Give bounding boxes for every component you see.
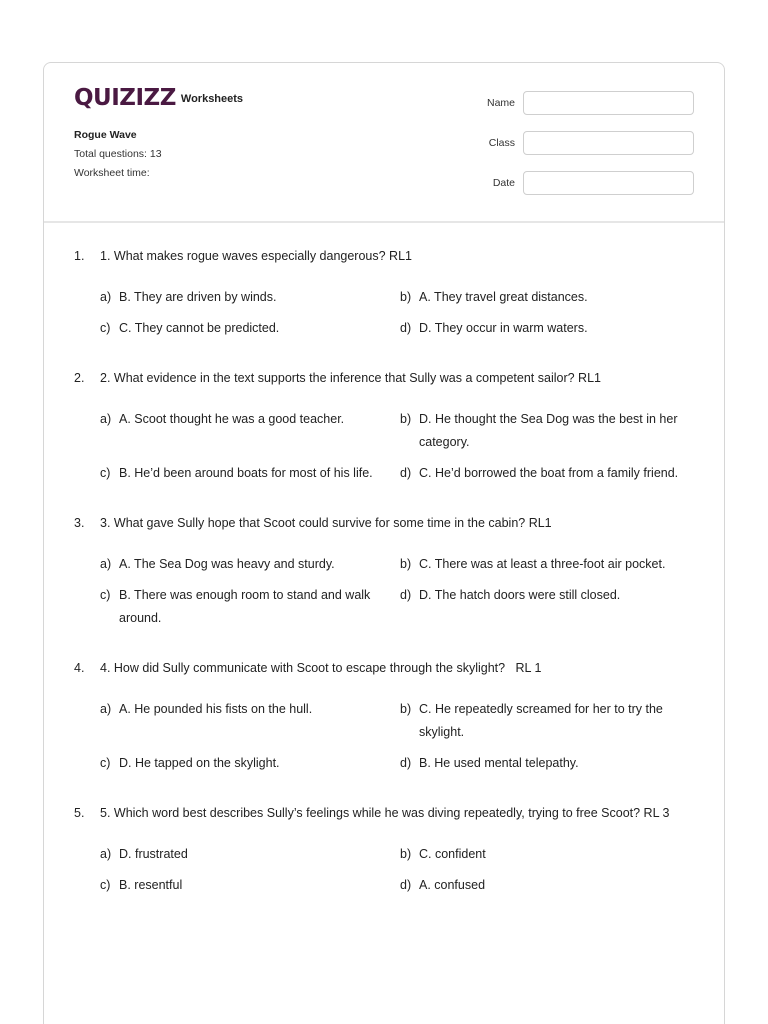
option-letter: d) xyxy=(400,588,412,602)
option-text: A. confused xyxy=(419,878,486,892)
option-letter: a) xyxy=(100,290,112,304)
option-letter: b) xyxy=(400,557,412,571)
option-letter: d) xyxy=(400,466,412,480)
question-stem xyxy=(74,805,704,821)
answer-option[interactable] xyxy=(100,553,400,576)
answer-options xyxy=(74,408,704,485)
option-text: D. He tapped on the skylight. xyxy=(119,756,280,770)
option-text: B. They are driven by winds. xyxy=(119,290,277,304)
question-text: 2. What evidence in the text supports the inference that Sully was a competent sailor? RL1 xyxy=(100,371,601,385)
answer-option[interactable] xyxy=(100,752,400,775)
question-stem xyxy=(74,515,704,531)
question-number: 3. xyxy=(74,516,85,530)
question-list xyxy=(74,248,704,927)
option-text: C. He repeatedly screamed for her to try the skylight. xyxy=(419,702,663,739)
option-letter: c) xyxy=(100,878,111,892)
answer-option[interactable] xyxy=(400,462,700,485)
option-text: A. Scoot thought he was a good teacher. xyxy=(119,412,345,426)
answer-option[interactable] xyxy=(400,408,700,454)
option-letter: a) xyxy=(100,412,112,426)
option-text: B. He’d been around boats for most of his life. xyxy=(119,466,373,480)
answer-options xyxy=(74,698,704,775)
option-text: D. The hatch doors were still closed. xyxy=(419,588,621,602)
option-text: D. They occur in warm waters. xyxy=(419,321,588,335)
question xyxy=(74,805,704,897)
class-field[interactable] xyxy=(523,131,694,155)
option-text: A. He pounded his fists on the hull. xyxy=(119,702,313,716)
answer-options xyxy=(74,553,704,630)
option-text: A. The Sea Dog was heavy and sturdy. xyxy=(119,557,335,571)
option-letter: d) xyxy=(400,878,412,892)
answer-option[interactable] xyxy=(100,408,400,454)
option-letter: b) xyxy=(400,290,412,304)
class-label: Class xyxy=(488,137,515,149)
name-label: Name xyxy=(486,97,515,109)
option-letter: b) xyxy=(400,412,412,426)
option-letter: d) xyxy=(400,321,412,335)
option-text: B. resentful xyxy=(119,878,183,892)
option-text: B. There was enough room to stand and walk around. xyxy=(119,588,371,625)
total-questions: Total questions: 13 xyxy=(74,148,162,160)
option-letter: b) xyxy=(400,702,412,716)
answer-option[interactable] xyxy=(100,286,400,309)
quizizz-logo: QUIZIZZ xyxy=(74,85,176,111)
answer-option[interactable] xyxy=(400,752,700,775)
answer-option[interactable] xyxy=(100,874,400,897)
worksheet-header xyxy=(44,63,724,223)
option-text: D. He thought the Sea Dog was the best in her category. xyxy=(419,412,678,449)
answer-option[interactable] xyxy=(100,843,400,866)
option-letter: b) xyxy=(400,847,412,861)
answer-option[interactable] xyxy=(100,584,400,630)
date-label: Date xyxy=(492,177,515,189)
brand xyxy=(74,85,243,111)
answer-option[interactable] xyxy=(400,843,700,866)
option-text: C. They cannot be predicted. xyxy=(119,321,280,335)
question-text: 1. What makes rogue waves especially dangerous? RL1 xyxy=(100,249,412,263)
answer-option[interactable] xyxy=(400,874,700,897)
option-letter: c) xyxy=(100,466,111,480)
answer-option[interactable] xyxy=(400,698,700,744)
option-text: B. He used mental telepathy. xyxy=(419,756,579,770)
option-letter: d) xyxy=(400,756,412,770)
option-letter: a) xyxy=(100,557,112,571)
option-letter: c) xyxy=(100,588,111,602)
question-text: 5. Which word best describes Sully’s feelings while he was diving repeatedly, trying to free Scoot? RL 3 xyxy=(100,806,670,820)
answer-options xyxy=(74,843,704,897)
student-fields xyxy=(474,91,694,211)
class-field-row xyxy=(474,131,694,155)
option-text: A. They travel great distances. xyxy=(419,290,588,304)
answer-option[interactable] xyxy=(100,462,400,485)
worksheet-page xyxy=(43,62,725,1024)
answer-option[interactable] xyxy=(400,317,700,340)
question-text: 3. What gave Sully hope that Scoot could survive for some time in the cabin? RL1 xyxy=(100,516,552,530)
worksheet-time: Worksheet time: xyxy=(74,167,150,179)
question-stem xyxy=(74,660,704,676)
worksheet-title: Rogue Wave xyxy=(74,129,137,141)
option-letter: a) xyxy=(100,847,112,861)
name-field-row xyxy=(474,91,694,115)
question-text: 4. How did Sully communicate with Scoot to escape through the skylight? RL 1 xyxy=(100,661,542,675)
question xyxy=(74,248,704,340)
option-letter: c) xyxy=(100,756,111,770)
date-field[interactable] xyxy=(523,171,694,195)
answer-option[interactable] xyxy=(100,698,400,744)
name-field[interactable] xyxy=(523,91,694,115)
question xyxy=(74,660,704,775)
question-number: 4. xyxy=(74,661,85,675)
option-text: C. There was at least a three-foot air pocket. xyxy=(419,557,666,571)
answer-option[interactable] xyxy=(400,584,700,630)
brand-subtitle: Worksheets xyxy=(180,93,244,105)
option-letter: c) xyxy=(100,321,111,335)
answer-options xyxy=(74,286,704,340)
question-stem xyxy=(74,248,704,264)
question-number: 2. xyxy=(74,371,85,385)
option-text: D. frustrated xyxy=(119,847,188,861)
question-number: 5. xyxy=(74,806,85,820)
question-stem xyxy=(74,370,704,386)
option-text: C. He’d borrowed the boat from a family friend. xyxy=(419,466,679,480)
option-text: C. confident xyxy=(419,847,486,861)
worksheet-meta xyxy=(74,126,162,183)
answer-option[interactable] xyxy=(100,317,400,340)
question-number: 1. xyxy=(74,249,85,263)
date-field-row xyxy=(474,171,694,195)
answer-option[interactable] xyxy=(400,286,700,309)
answer-option[interactable] xyxy=(400,553,700,576)
question xyxy=(74,515,704,630)
question xyxy=(74,370,704,485)
option-letter: a) xyxy=(100,702,112,716)
